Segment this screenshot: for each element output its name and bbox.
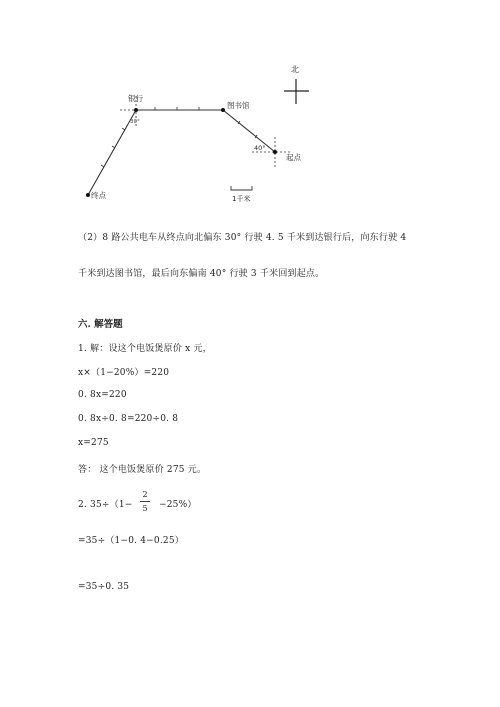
question-2-line-1: （2）8 路公共电车从终点向北偏东 30° 行驶 4. 5 千米到达银行后，向东行驶 4 [78,233,407,243]
route-diagram [0,0,500,215]
start-point [273,150,277,154]
bank-angle-label: 30° [130,119,140,125]
start-label: 起点 [286,153,301,162]
north-label: 北 [291,65,299,74]
step-1: =35÷（1−0. 4−0.25） [78,536,184,546]
route-ticks [101,107,257,167]
answer-line: 答： 这个电饭煲原价 275 元。 [78,465,207,475]
question-2-line-2: 千米到达图书馆，最后向东偏南 40° 行驶 3 千米回到起点。 [78,269,325,279]
step-2: =35÷0. 35 [78,582,130,592]
solution-line-4: 0. 8x÷0. 8=220÷0. 8 [78,414,179,424]
expression-prefix: 2. 35÷（1− [78,500,133,510]
solution-line-1: 1. 解：设这个电饭煲原价 x 元， [78,344,212,354]
start-angle-label: 40° [254,144,266,152]
bank-label: 银行 [128,94,143,103]
scale-label: 1千米 [232,195,251,203]
north-compass [284,79,309,104]
end-point [86,193,90,197]
section-title: 六. 解答题 [78,319,123,330]
bank-point [134,108,138,112]
library-label: 图书馆 [227,101,250,110]
expression-suffix: −25%） [159,500,197,510]
fraction-denominator: 5 [142,504,148,513]
solution-line-2: x×（1−20%）=220 [78,368,170,378]
solution-line-3: 0. 8x=220 [78,390,127,400]
scale-bar [231,186,252,190]
fraction-numerator: 2 [142,490,148,499]
library-point [221,108,225,112]
solution-line-5: x=275 [78,438,109,448]
route-path [88,110,275,195]
end-label: 终点 [91,191,106,200]
fraction-bar [140,501,150,502]
start-direction-cross [252,137,290,167]
